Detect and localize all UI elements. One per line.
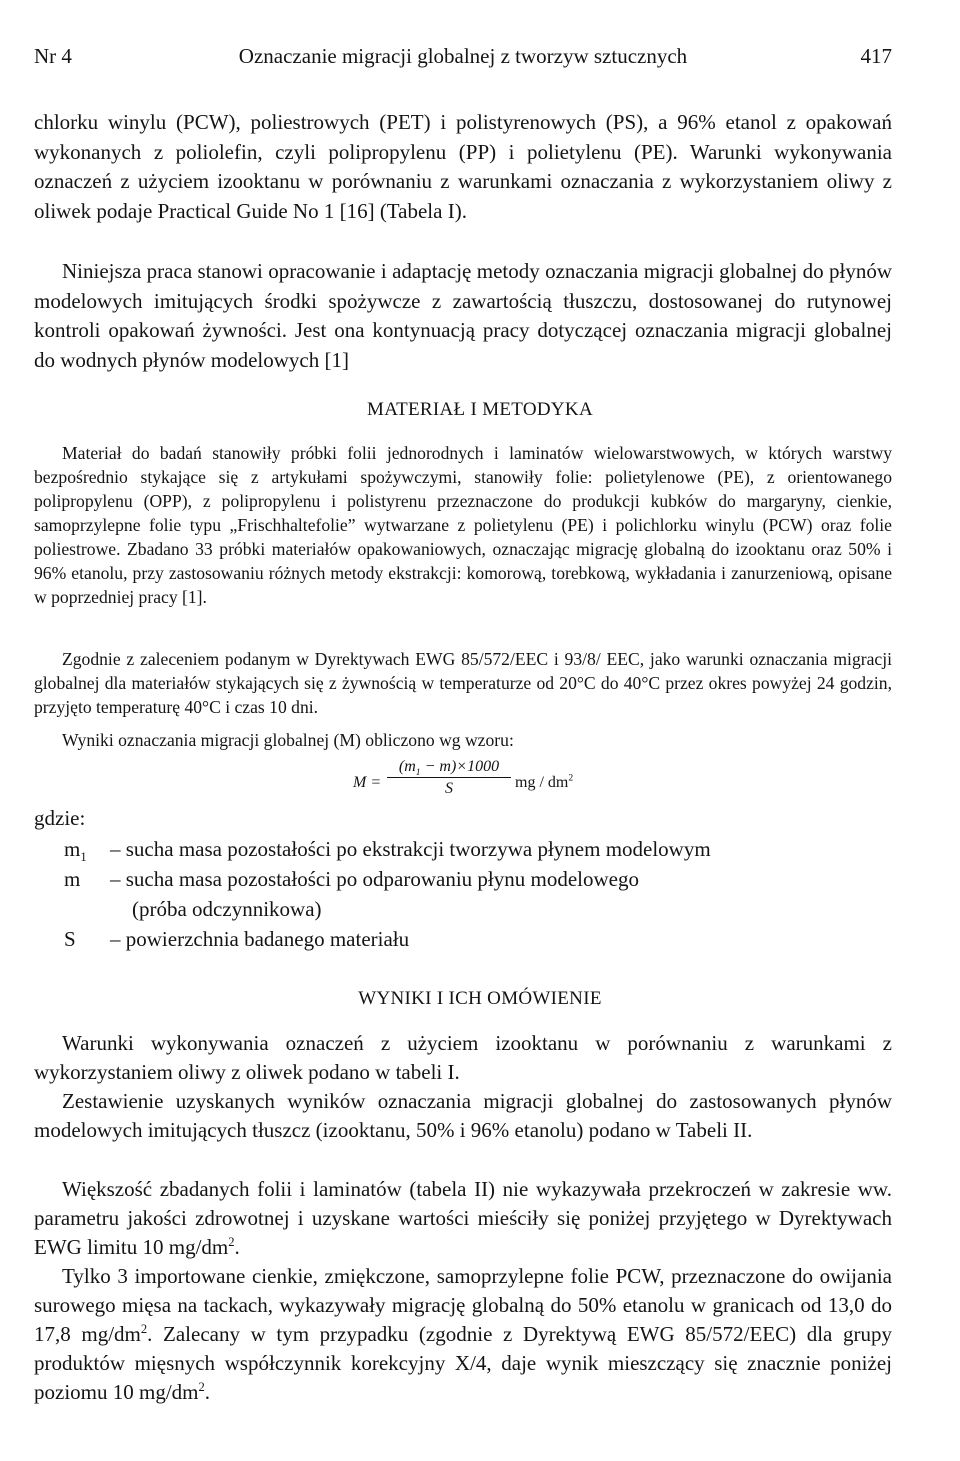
definitions-list [34, 834, 892, 954]
definitions-label: gdzie: [34, 806, 86, 830]
numerator-subscript: 1 [415, 767, 421, 779]
intro-paragraph-1: chlorku winylu (PCW), poliestrowych (PET) i polistyrenowych (PS), a 96% etanol z opakowań wykonanych z poliolefin, czyli polipropylenu (PP) i polietylenu (PE). Warunki wykonywania oznaczeń z użyciem izooktanu w porównaniu z warunkami oznaczania z wykorzystaniem oliwy z oliwek podaje Practical Guide No 1 [16] (Tabela I). [34, 110, 892, 223]
issue-number: Nr 4 [34, 44, 72, 68]
running-header [34, 44, 892, 74]
unit-text: mg / dm [515, 774, 569, 791]
definition-text: – powierzchnia badanego materiału [110, 927, 410, 951]
definition-item-continuation [34, 894, 892, 924]
formula-numerator [387, 758, 511, 778]
sentence-end: . [204, 1380, 211, 1404]
numerator-rest: − m)×1000 [420, 758, 500, 775]
definition-text: (próba odczynnikowa) [132, 897, 322, 921]
numerator-open: (m [398, 758, 416, 775]
results-paragraph-3 [34, 1175, 892, 1262]
running-title: Oznaczanie migracji globalnej z tworzyw sztucznych [238, 44, 688, 68]
unit-exponent: 2 [140, 1322, 148, 1336]
results-paragraph-3-text: Większość zbadanych folii i laminatów (tabela II) nie wykazywała przekroczeń w zakresie ww. parametru jakości zdrowotnej i uzyskane wartości mieściły się poniżej przyjętego w Dyrektywach EWG limitu 10 mg/dm [34, 1177, 892, 1259]
results-paragraph-4-text-b: . Zalecany w tym przypadku (zgodnie z Dyrektywą EWG 85/572/EEC) dla grupy produktów mięsnych współczynnik korekcyjny X/4, daje wynik mieszczący się znacznie poniżej poziomu 10 mg/dm [34, 1322, 892, 1404]
definition-item [34, 834, 892, 864]
definition-symbol: m [64, 867, 81, 891]
sentence-end: . [234, 1235, 240, 1259]
intro-paragraph-2: Niniejsza praca stanowi opracowanie i adaptację metody oznaczania migracji globalnej do płynów modelowych imitujących środki spożywcze z zawartością tłuszczu, dostosowanej do rutynowej kontroli opakowań żywności. Jest ona kontynuacją pracy dotyczącej oznaczania migracji globalnej do wodnych płynów modelowych [1] [34, 259, 892, 372]
unit-exponent: 2 [198, 1380, 205, 1394]
methods-paragraph-3: Wyniki oznaczania migracji globalnej (M) obliczono wg wzoru: [62, 730, 514, 750]
section-heading-methods: MATERIAŁ I METODYKA [367, 399, 593, 420]
methods-paragraph-1: Materiał do badań stanowiły próbki folii jednorodnych i laminatów wielowarstwowych, w których warstwy bezpośrednio stykające się z artykułami spożywczymi, stanowiły folie: polietylenowe (PE), z orientowanego polipropylenu (OPP), z polipropylenu i polistyrenu przeznaczone do produkcji kubków do margaryny, cienkie, samoprzylepne folie typu „Frischhaltefolie” wytwarzane z polietylenu (PE) i polichlorku winylu (PCW) oraz folie poliestrowe. Zbadano 33 próbki materiałów opakowaniowych, oznaczając migrację globalną do izooktanu oraz 50% i 96% etanolu, przy zastosowaniu różnych metody ekstrakcji: komorową, torebkową, wykładania i zanurzeniową, opisane w poprzedniej pracy [1]. [34, 443, 892, 607]
results-paragraph-4-text-a: Tylko 3 importowane cienkie, zmiękczone, samoprzylepne folie PCW, przeznaczone do owijania surowego mięsa na tackach, wykazywały migrację globalną do 50% etanolu w granicach od 13,0 do 17,8 mg/dm [34, 1264, 892, 1346]
page-number: 417 [860, 44, 892, 68]
definition-symbol: S [64, 927, 76, 951]
results-paragraph-2: Zestawienie uzyskanych wyników oznaczania migracji globalnej do zastosowanych płynów modelowych imitujących tłuszcz (izooktanu, 50% i 96% etanolu) podano w Tabeli II. [34, 1089, 892, 1142]
definition-text: – sucha masa pozostałości po ekstrakcji tworzywa płynem modelowym [110, 837, 711, 861]
formula-denominator: S [445, 780, 453, 797]
formula-unit [515, 774, 573, 792]
symbol-subscript: 1 [80, 850, 87, 865]
section-heading-results: WYNIKI I ICH OMÓWIENIE [358, 988, 602, 1009]
definition-symbol [64, 834, 87, 864]
results-paragraph-1: Warunki wykonywania oznaczeń z użyciem izooktanu w porównaniu z warunkami z wykorzystaniem oliwy z oliwek podano w tabeli I. [34, 1031, 892, 1084]
formula-lhs: M = [353, 774, 382, 791]
unit-exponent: 2 [228, 1235, 235, 1249]
symbol-letter: m [64, 837, 81, 861]
unit-exponent: 2 [568, 772, 574, 784]
methods-paragraph-2: Zgodnie z zaleceniem podanym w Dyrektywach EWG 85/572/EEC i 93/8/ EEC, jako warunki oznaczania migracji globalnej dla materiałów stykających się z żywnością w temperaturze od 20°C do 40°C przez okres powyżej 24 godzin, przyjęto temperaturę 40°C i czas 10 dni. [34, 649, 892, 717]
definition-item [34, 924, 892, 954]
formula-fraction [387, 758, 511, 798]
results-paragraph-4 [34, 1262, 892, 1407]
definition-text: – sucha masa pozostałości po odparowaniu płynu modelowego [110, 867, 639, 891]
definition-item [34, 864, 892, 894]
